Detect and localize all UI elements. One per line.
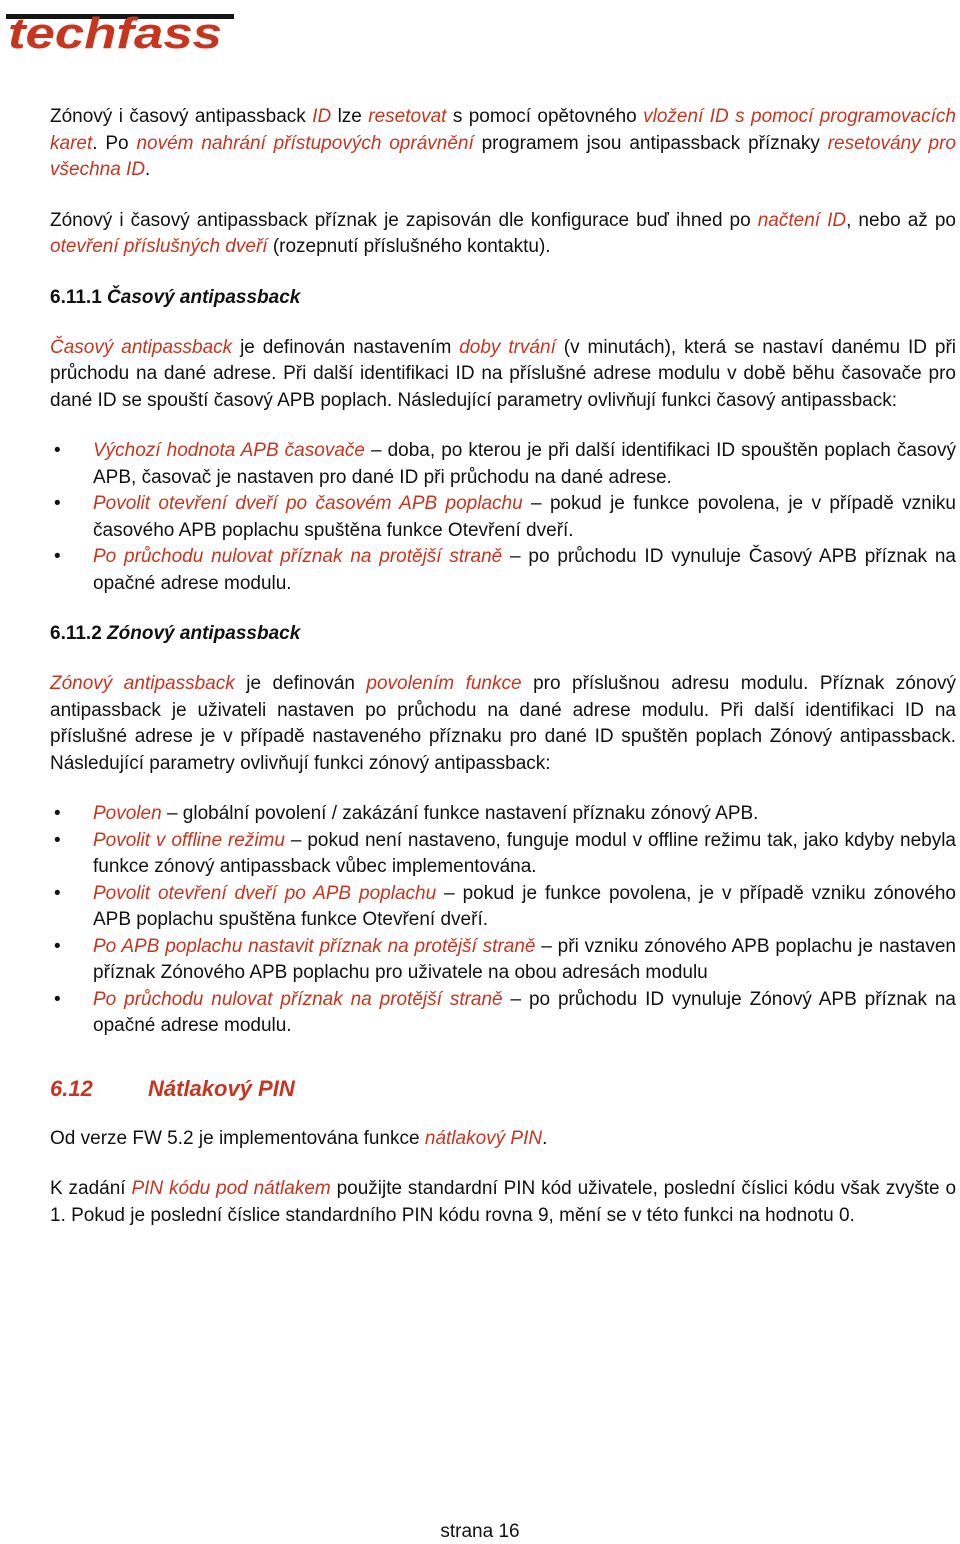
heading-6-12	[50, 1075, 956, 1103]
term-highlight: Povolit v offline režimu	[93, 829, 285, 851]
text-span: Zónový i časový antipassback	[50, 106, 313, 127]
term-highlight: Povolen	[93, 803, 162, 824]
term-highlight: vložení ID s pomocí programovacích karet	[50, 106, 956, 154]
bullet-icon: •	[54, 440, 61, 461]
paragraph-zone-apb	[50, 671, 956, 777]
text-span: – globální povolení / zakázání funkce nastavení příznaku zónový APB.	[161, 803, 759, 824]
term-highlight: Výchozí hodnota APB časovače	[93, 440, 365, 461]
heading-title: Nátlakový PIN	[148, 1075, 295, 1101]
list-item	[50, 491, 956, 544]
bullet-icon: •	[54, 803, 61, 824]
text-span: programem jsou antipassback příznaky	[473, 132, 828, 154]
text-span: Od verze FW 5.2 je implementována funkce	[50, 1127, 425, 1149]
term-highlight: Časový antipassback	[50, 336, 233, 358]
heading-number: 6.11.1	[50, 286, 102, 308]
paragraph-duress-pin-usage	[50, 1176, 956, 1229]
term-highlight: Po průchodu nulovat příznak na protější straně	[93, 546, 503, 567]
text-span: použijte standardní PIN kód uživatele, poslední číslici kódu však zvyšte o 1. Pokud je poslední číslice standardního PIN kódu rovna 9, mění se v této funkci na hodnotu 0.	[50, 1178, 957, 1226]
term-highlight: Po průchodu nulovat příznak na protější straně	[93, 988, 503, 1010]
text-span: – doba, po kterou je při další identifikaci ID spouštěn poplach časový APB, časovač je nastaven pro dané ID při průchodu na dané adrese.	[93, 440, 957, 488]
text-span: – po průchodu ID vynuluje Zónový APB příznak na opačné adrese modulu.	[93, 988, 956, 1036]
list-item	[50, 881, 956, 934]
text-span: – po průchodu ID vynuluje Časový APB příznak na opačné adrese modulu.	[93, 546, 956, 594]
text-span: – při vzniku zónového APB poplachu je nastaven příznak Zónového APB poplachu pro uživatele na obou adresách modulu	[93, 935, 956, 983]
bullet-icon: •	[54, 882, 61, 904]
bullet-icon: •	[54, 935, 61, 957]
heading-title: Časový antipassback	[101, 286, 301, 308]
list-item	[50, 544, 956, 597]
list-item	[50, 438, 956, 491]
techfass-logo	[6, 4, 236, 54]
term-highlight: nátlakový PIN	[424, 1127, 543, 1149]
time-apb-parameter-list	[50, 438, 956, 597]
text-span: je definován	[234, 673, 367, 694]
text-span: Zónový i časový antipassback příznak je zapisován dle konfigurace buď ihned po	[50, 209, 758, 231]
term-highlight: resetovány pro všechna ID	[50, 132, 956, 180]
text-span: – pokud není nastaveno, funguje modul v offline režimu tak, jako kdyby nebyla funkce zónový antipassback vůbec implementována.	[93, 829, 957, 877]
bullet-icon: •	[54, 546, 61, 567]
text-span: (rozepnutí příslušného kontaktu).	[267, 236, 551, 257]
page-number: strana 16	[440, 1521, 520, 1542]
techfass-logo-mark	[6, 4, 236, 54]
term-highlight: Povolit otevření dveří po časovém APB poplachu	[93, 493, 523, 514]
text-span: . Po	[92, 132, 137, 154]
text-span: K zadání	[50, 1178, 132, 1199]
bullet-icon: •	[54, 988, 61, 1010]
heading-number: 6.11.2	[50, 623, 102, 644]
text-span: – pokud je funkce povolena, je v případě vzniku časového APB poplachu spuštěna funkce Otevření dveří.	[93, 493, 956, 541]
list-item	[50, 987, 956, 1040]
heading-6-11-2	[50, 621, 956, 647]
heading-title: Zónový antipassback	[101, 623, 301, 644]
term-highlight: ID	[312, 106, 332, 127]
heading-number: 6.12	[50, 1075, 93, 1101]
zone-apb-parameter-list	[50, 801, 956, 1040]
logo-wordmark: techfass	[8, 9, 222, 54]
bullet-icon: •	[54, 829, 61, 851]
bullet-icon: •	[54, 493, 61, 514]
text-span: – pokud je funkce povolena, je v případě vzniku zónového APB poplachu spuštěna funkce Otevření dveří.	[93, 882, 957, 930]
text-span: (v minutách), která se nastaví danému ID při průchodu na dané adrese. Při další identifikaci ID na příslušné adrese modulu v době běhu časovače pro dané ID se spouští časový APB poplach. Následující parametry ovlivňují funkci časový antipassback:	[50, 336, 956, 411]
term-highlight: Zónový antipassback	[50, 673, 235, 694]
term-highlight: doby trvání	[459, 336, 556, 358]
text-span: pro příslušnou adresu modulu. Příznak zónový antipassback je uživateli nastaven po průchodu na dané adrese modulu. Při další identifikaci ID na příslušné adrese je v případě nastaveného příznaku pro dané ID spuštěn poplach Zónový antipassback. Následující parametry ovlivňují funkci zónový antipassback:	[50, 673, 957, 774]
term-highlight: novém nahrání přístupových oprávnění	[136, 132, 474, 154]
term-highlight: načtení ID	[757, 209, 847, 231]
text-span: .	[542, 1127, 548, 1149]
term-highlight: povolením funkce	[366, 673, 522, 694]
paragraph-time-apb	[50, 335, 956, 415]
heading-6-11-1	[50, 285, 956, 311]
term-highlight: resetovat	[368, 106, 447, 127]
text-span: s pomocí opětovného	[446, 106, 644, 127]
text-span: , nebo až po	[846, 209, 956, 231]
page-content	[50, 104, 956, 1229]
list-item	[50, 801, 956, 828]
text-span: lze	[331, 106, 369, 127]
list-item	[50, 828, 956, 881]
paragraph-duress-pin-intro	[50, 1126, 956, 1153]
paragraph-apb-write	[50, 208, 956, 261]
text-span: .	[145, 159, 151, 180]
term-highlight: otevření příslušných dveří	[50, 236, 268, 257]
term-highlight: PIN kódu pod nátlakem	[131, 1178, 331, 1199]
list-item	[50, 934, 956, 987]
term-highlight: Povolit otevření dveří po APB poplachu	[93, 882, 437, 904]
term-highlight: Po APB poplachu nastavit příznak na protější straně	[93, 935, 536, 957]
paragraph-apb-reset	[50, 104, 956, 184]
text-span: je definován nastavením	[232, 336, 460, 358]
